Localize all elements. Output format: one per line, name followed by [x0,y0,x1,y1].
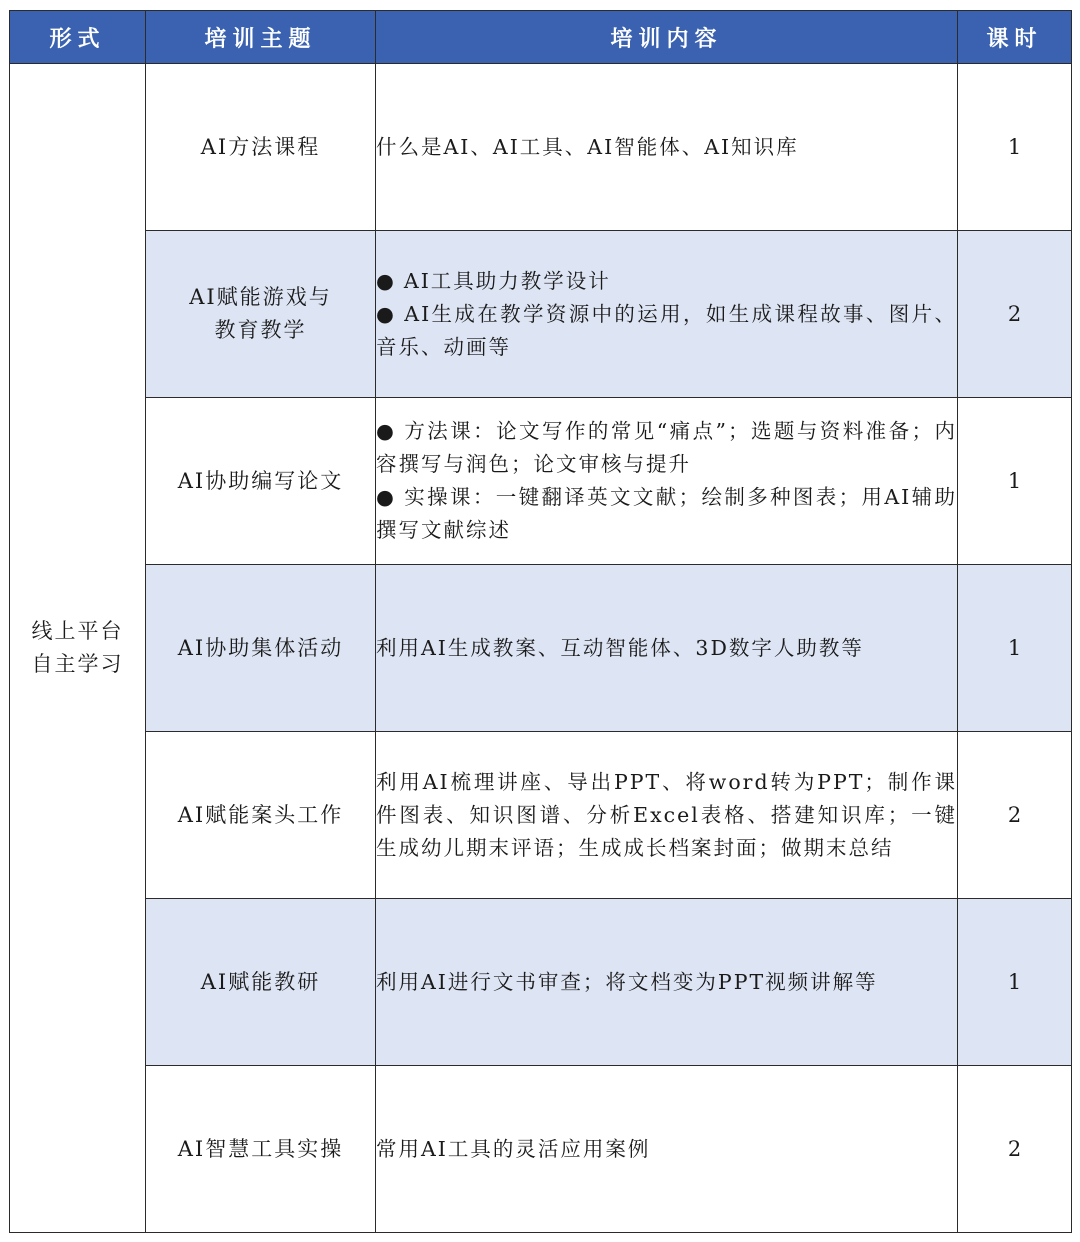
hours-cell: 1 [958,565,1072,732]
topic-cell [146,899,376,1066]
header-topic: 培训主题 [146,11,376,64]
content-cell [376,732,958,899]
content-cell [376,398,958,565]
bullet-icon: ● [376,268,396,293]
training-schedule-table [9,10,1072,1233]
content-cell [376,64,958,231]
content-paragraph [376,415,957,481]
table-row [10,64,1072,231]
hours-cell: 1 [958,398,1072,565]
table-header-row [10,11,1072,64]
topic-text: AI赋能教研 [200,969,321,994]
topic-cell [146,732,376,899]
topic-text: AI协助编写论文 [177,468,344,493]
topic-cell [146,398,376,565]
header-hours: 课时 [958,11,1072,64]
content-paragraph [376,766,957,865]
content-text: AI工具助力教学设计 [403,268,611,293]
topic-text: 教育教学 [214,318,307,342]
content-text: 常用AI工具的灵活应用案例 [376,1136,651,1161]
topic-text: AI智慧工具实操 [177,1136,344,1161]
hours-cell: 2 [958,732,1072,899]
form-cell [10,64,146,1233]
content-text: 实操课：一键翻译英文文献；绘制多种图表；用AI辅助撰写文献综述 [376,485,958,542]
table-row [10,398,1072,565]
content-text: AI生成在教学资源中的运用，如生成课程故事、图片、音乐、动画等 [376,301,958,359]
content-cell [376,899,958,1066]
content-cell [376,565,958,732]
content-cell [376,231,958,398]
hours-cell: 1 [958,64,1072,231]
topic-cell [146,64,376,231]
form-label-line: 自主学习 [31,652,124,676]
hours-cell: 2 [958,1066,1072,1233]
table-row [10,231,1072,398]
table-row [10,732,1072,899]
content-text: 什么是AI、AI工具、AI智能体、AI知识库 [376,134,799,159]
topic-text: AI赋能案头工作 [177,802,344,827]
content-paragraph [376,966,957,999]
bullet-icon: ● [376,485,397,509]
topic-text: AI协助集体活动 [177,635,344,660]
topic-text: AI赋能游戏与 [189,285,332,309]
table-row [10,1066,1072,1233]
content-paragraph [376,632,957,665]
content-paragraph [376,481,957,547]
table-row [10,899,1072,1066]
bullet-icon: ● [376,419,397,443]
content-paragraph [376,265,957,298]
hours-cell: 1 [958,899,1072,1066]
content-text: 方法课：论文写作的常见“痛点”；选题与资料准备；内容撰写与润色；论文审核与提升 [376,419,958,476]
header-form: 形式 [10,11,146,64]
content-text: 利用AI生成教案、互动智能体、3D数字人助教等 [376,635,864,660]
header-content: 培训内容 [376,11,958,64]
content-cell [376,1066,958,1233]
table-body [10,64,1072,1233]
topic-cell [146,1066,376,1233]
topic-text: AI方法课程 [200,134,321,159]
content-text: 利用AI进行文书审查；将文档变为PPT视频讲解等 [376,969,878,994]
topic-cell [146,565,376,732]
content-paragraph [376,298,957,364]
content-paragraph [376,1133,957,1166]
form-label-line: 线上平台 [31,619,124,643]
bullet-icon: ● [376,301,397,326]
content-paragraph [376,131,957,164]
topic-cell [146,231,376,398]
table-row [10,565,1072,732]
content-text: 利用AI梳理讲座、导出PPT、将word转为PPT；制作课件图表、知识图谱、分析Excel表格、搭建知识库；一键生成幼儿期末评语；生成成长档案封面；做期末总结 [376,769,957,860]
hours-cell: 2 [958,231,1072,398]
